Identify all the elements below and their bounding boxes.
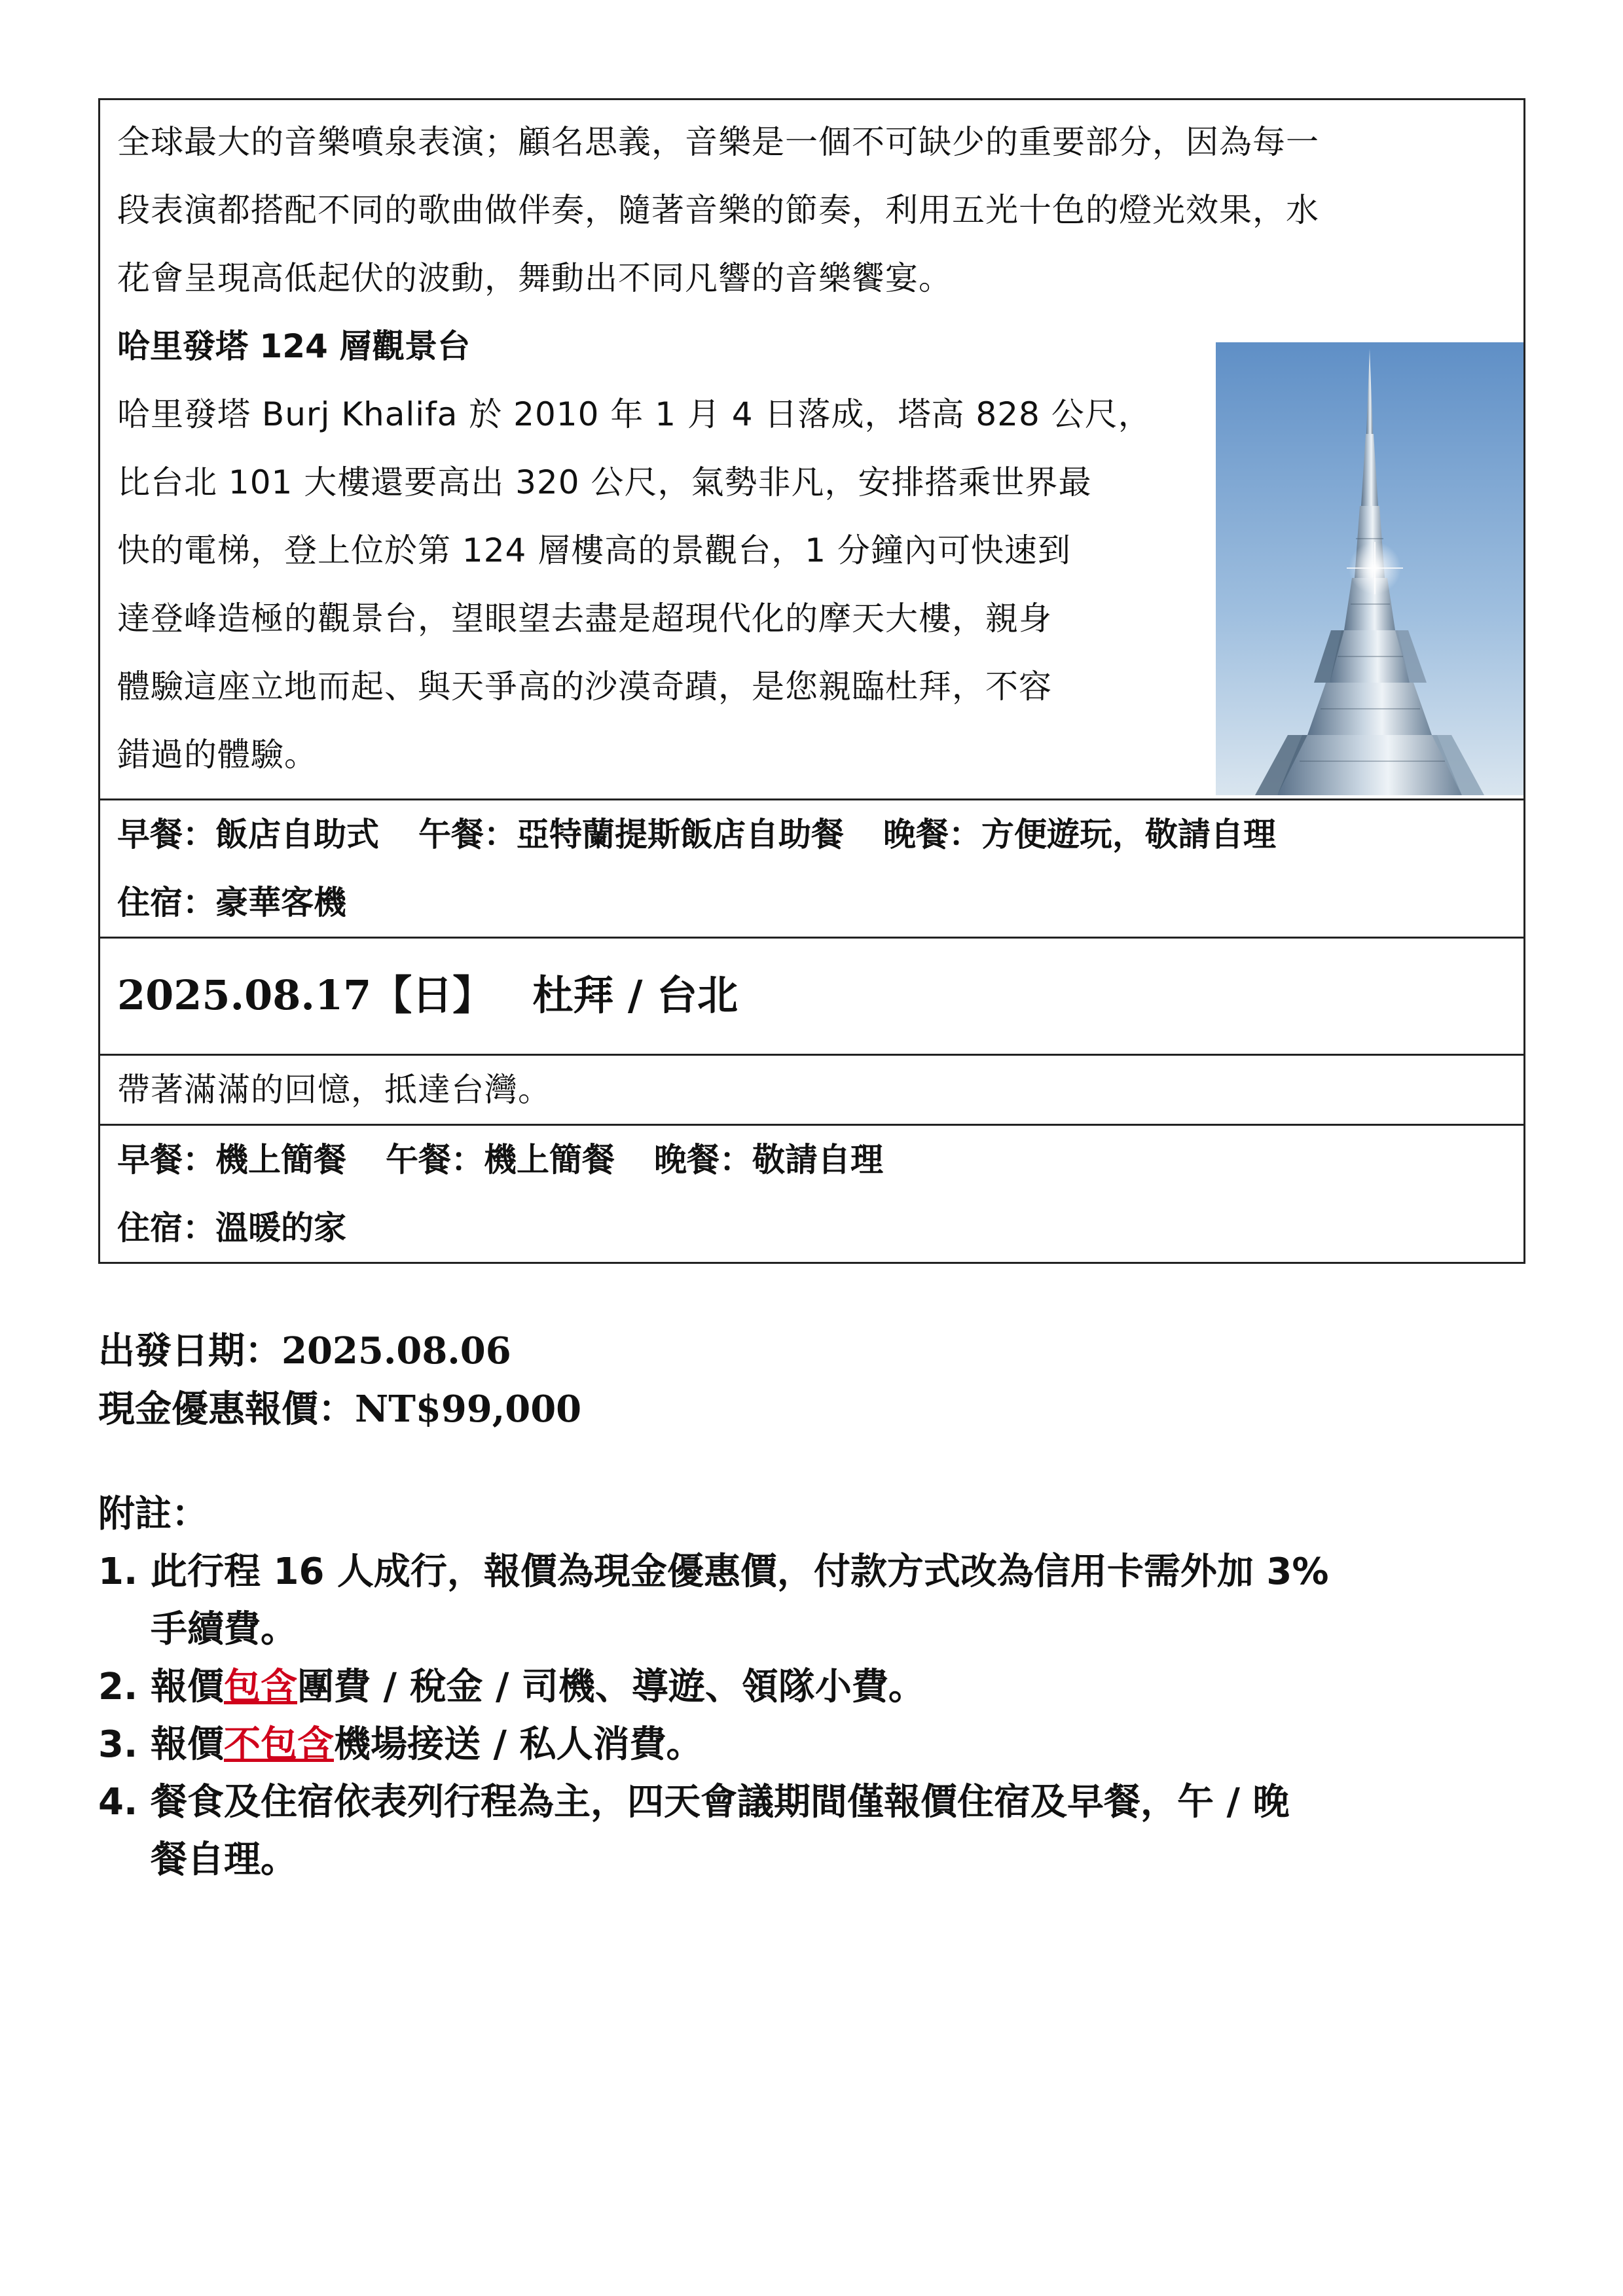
note-continuation: 手續費。: [151, 1608, 297, 1651]
fountain-line: 全球最大的音樂噴泉表演；顧名思義，音樂是一個不可缺少的重要部分，因為每一: [117, 123, 1319, 161]
observatory-line: 體驗這座立地而起、與天爭高的沙漠奇蹟，是您親臨杜拜，不容: [117, 668, 1052, 706]
note-item: [98, 1659, 1525, 1716]
breakfast-info: 早餐：機上簡餐: [117, 1141, 346, 1179]
price-label: 現金優惠報價：: [98, 1388, 355, 1431]
price-row: [98, 1380, 581, 1439]
trip-summary: [98, 1322, 581, 1439]
note-text: 餐食及住宿依表列行程為主，四天會議期間僅報價住宿及早餐，午 / 晚: [151, 1781, 1290, 1823]
meals-line: [117, 1126, 1506, 1194]
fountain-line: 段表演都搭配不同的歌曲做伴奏，隨著音樂的節奏，利用五光十色的燈光效果，水: [117, 191, 1319, 229]
fountain-line: 花會呈現高低起伏的波動，舞動出不同凡響的音樂饗宴。: [117, 259, 952, 297]
note-continuation: 餐自理。: [151, 1839, 297, 1881]
note-text: 此行程 16 人成行，報價為現金優惠價，付款方式改為信用卡需外加 3%: [151, 1551, 1329, 1593]
note-number: 3.: [98, 1723, 138, 1766]
note-highlight: 不包含: [224, 1723, 334, 1766]
observatory-line: 達登峰造極的觀景台，望眼望去盡是超現代化的摩天大樓，親身: [117, 600, 1052, 637]
note-number: 2.: [98, 1666, 138, 1708]
observatory-line: 快的電梯，登上位於第 124 層樓高的景觀台，1 分鐘內可快速到: [117, 531, 1071, 569]
note-item: [98, 1543, 1525, 1659]
observatory-title: 哈里發塔 124 層觀景台: [117, 327, 471, 365]
lunch-info: 午餐：亞特蘭提斯飯店自助餐: [418, 816, 844, 853]
meals-section-day2: [100, 1124, 1523, 1262]
observatory-line: 錯過的體驗。: [117, 736, 318, 774]
departure-date: 2025.08.06: [282, 1329, 511, 1372]
observatory-description: [117, 380, 1230, 789]
departure-label: 出發日期：: [98, 1330, 282, 1372]
day-weekday: 【日】: [371, 971, 494, 1019]
attraction-section: [100, 100, 1523, 798]
day-route: 杜拜 / 台北: [532, 971, 739, 1019]
note-item: [98, 1774, 1525, 1889]
dinner-info: 晚餐：敬請自理: [654, 1141, 883, 1179]
note-text: 報價: [151, 1723, 224, 1766]
observatory-line: 哈里發塔 Burj Khalifa 於 2010 年 1 月 4 日落成，塔高 828 公尺，: [117, 395, 1152, 433]
note-text: 報價: [151, 1666, 224, 1708]
hotel-info: 住宿：豪華客機: [117, 884, 346, 922]
notes-list: [98, 1543, 1525, 1889]
note-item: [98, 1716, 1525, 1774]
day-description: [100, 1054, 1523, 1124]
note-number: 1.: [98, 1551, 138, 1593]
breakfast-info: 早餐：飯店自助式: [117, 816, 379, 853]
lunch-info: 午餐：機上簡餐: [386, 1141, 615, 1179]
notes-title: 附註：: [98, 1493, 208, 1535]
observatory-line: 比台北 101 大樓還要高出 320 公尺，氣勢非凡，安排搭乘世界最: [117, 463, 1092, 501]
day-date: 2025.08.17: [117, 971, 372, 1019]
price-value: NT$99,000: [355, 1388, 582, 1431]
note-text-after: 機場接送 / 私人消費。: [334, 1723, 703, 1766]
meals-line: [117, 800, 1506, 869]
notes-section: [98, 1486, 1525, 1889]
meals-section-day1: [100, 798, 1523, 937]
dinner-info: 晚餐：方便遊玩，敬請自理: [883, 816, 1276, 853]
note-text-after: 團費 / 稅金 / 司機、導遊、領隊小費。: [297, 1666, 925, 1708]
note-highlight: 包含: [224, 1666, 297, 1708]
hotel-info: 住宿：溫暖的家: [117, 1209, 346, 1247]
fountain-description: [117, 108, 1506, 312]
burj-khalifa-photo: [1216, 342, 1523, 795]
departure-row: [98, 1322, 581, 1380]
itinerary-table: [98, 98, 1525, 1264]
day-header: [100, 937, 1523, 1054]
note-number: 4.: [98, 1781, 138, 1823]
day-description-text: 帶著滿滿的回憶，抵達台灣。: [117, 1071, 551, 1109]
